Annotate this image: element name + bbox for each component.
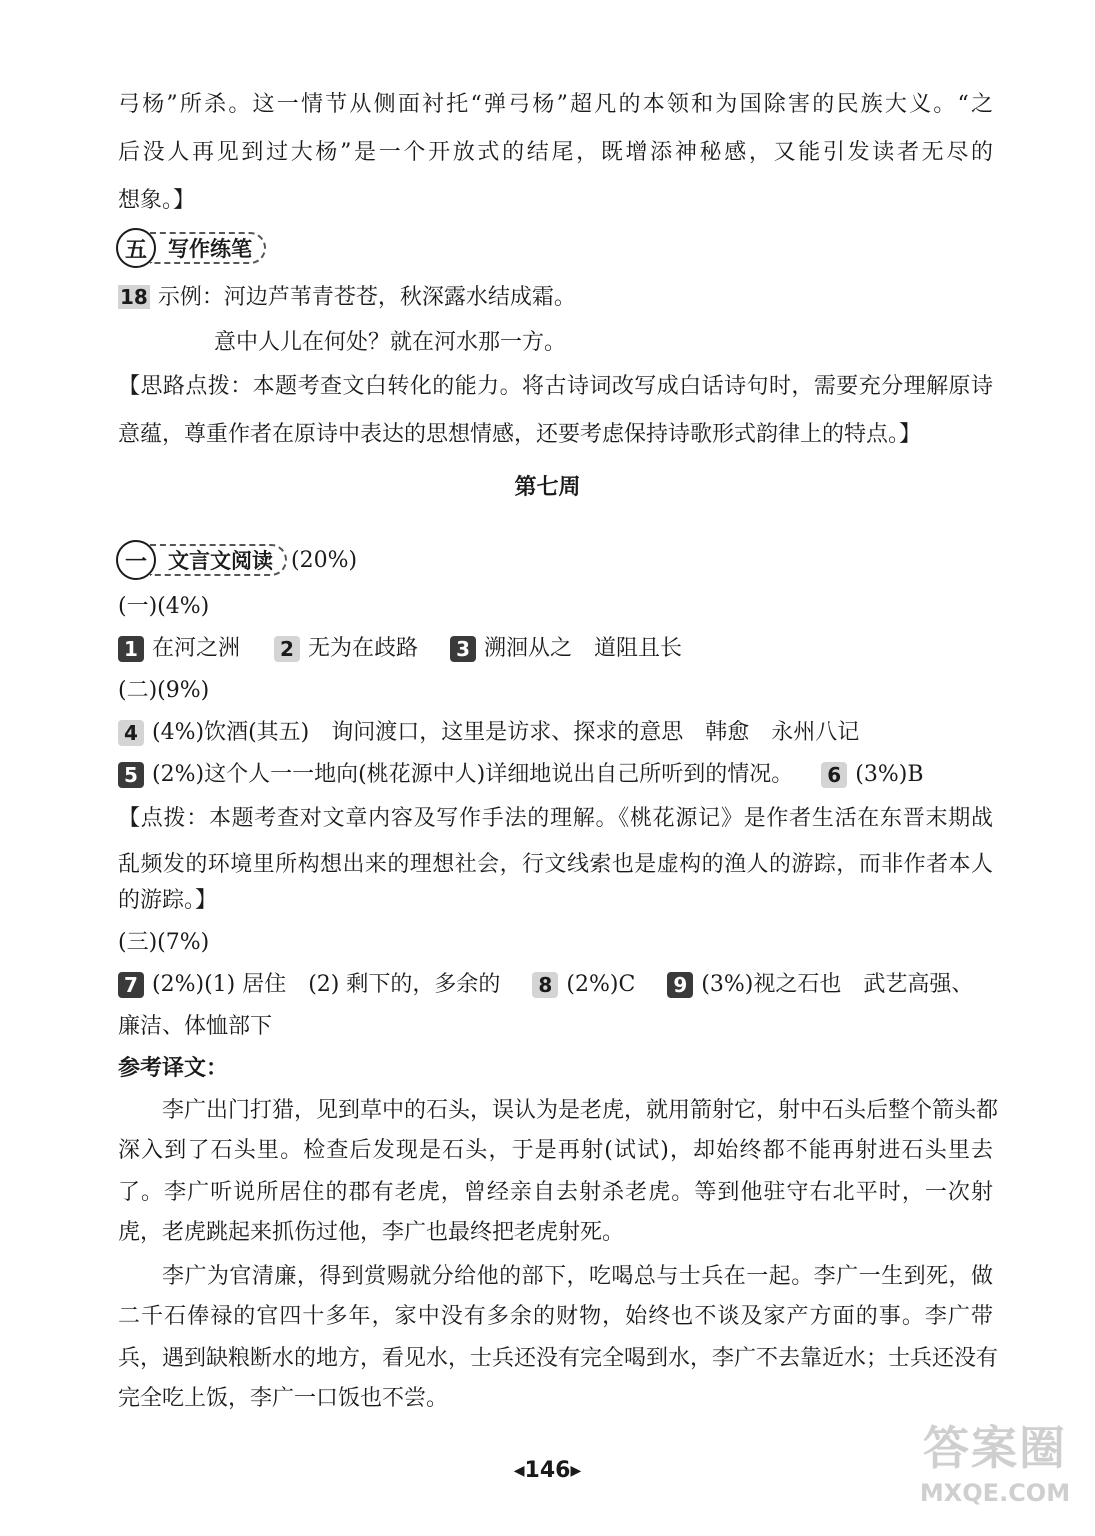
right-triangle-icon: ▶ bbox=[570, 1463, 582, 1479]
section-number-circle: 一 bbox=[116, 540, 156, 580]
paragraph-line: 想象。】 bbox=[118, 188, 196, 213]
section-number-circle: 五 bbox=[116, 228, 156, 268]
question-18 bbox=[118, 282, 576, 313]
watermark-text: 答案圈 bbox=[923, 1421, 1067, 1475]
answer-continuation: 廉洁、体恤部下 bbox=[118, 1014, 273, 1039]
paragraph-line: 后没人再见到过大杨”是一个开放式的结尾，既增添神秘感，又能引发读者无尽的 bbox=[118, 140, 993, 165]
section-header-writing bbox=[116, 228, 266, 268]
answer-text: (2%)(1) 居住 (2) 剩下的，多余的 bbox=[152, 972, 501, 997]
answer-text: (2%)C bbox=[566, 972, 636, 997]
answer-number: 9 bbox=[667, 972, 693, 998]
answer-text: 在河之洲 bbox=[152, 636, 241, 661]
answer-number: 4 bbox=[118, 720, 144, 746]
page-number: ◀146▶ bbox=[513, 1458, 582, 1483]
translation-line: 李广为官清廉，得到赏赐就分给他的部下，吃喝总与士兵在一起。李广一生到死，做 bbox=[162, 1264, 993, 1289]
left-triangle-icon: ◀ bbox=[513, 1463, 525, 1479]
tip-line: 乱频发的环境里所构想出来的理想社会，行文线索也是虚构的渔人的游踪，而非作者本人 bbox=[118, 852, 993, 877]
answers-row bbox=[118, 760, 923, 790]
translation-line: 了。李广听说所居住的郡有老虎，曾经亲自去射杀老虎。等到他驻守右北平时，一次射 bbox=[118, 1180, 993, 1205]
section-score: (20%) bbox=[291, 547, 358, 573]
answer-text: 溯洄从之 道阻且长 bbox=[484, 636, 683, 661]
translation-line: 完全吃上饭，李广一口饭也不尝。 bbox=[118, 1386, 449, 1411]
answer-text: (3%)B bbox=[855, 762, 924, 787]
answer-text: (2%)这个人一一地向(桃花源中人)详细地说出自己所听到的情况。 bbox=[152, 762, 794, 787]
part-label: (二)(9%) bbox=[118, 678, 210, 703]
answers-row bbox=[118, 718, 859, 748]
tip-line: 【点拨：本题考查对文章内容及写作手法的理解。《桃花源记》是作者生活在东晋末期战 bbox=[118, 806, 993, 831]
week-title: 第七周 bbox=[514, 474, 581, 500]
watermark-url: MXQE.COM bbox=[919, 1479, 1071, 1507]
part-label: (一)(4%) bbox=[118, 594, 210, 619]
question-18-line2: 意中人儿在何处？就在河水那一方。 bbox=[214, 330, 567, 355]
tip-line: 意蕴，尊重作者在原诗中表达的思想情感，还要考虑保持诗歌形式韵律上的特点。】 bbox=[118, 422, 922, 447]
answer-text: 无为在歧路 bbox=[308, 636, 419, 661]
answer-number: 6 bbox=[821, 762, 847, 788]
watermark-logo bbox=[905, 1418, 1085, 1528]
tip-line: 【思路点拨：本题考查文白转化的能力。将古诗词改写成白话诗句时，需要充分理解原诗 bbox=[118, 374, 993, 399]
paragraph-line: 弓杨”所杀。这一情节从侧面衬托“弹弓杨”超凡的本领和为国除害的民族大义。“之 bbox=[118, 92, 993, 117]
section-title: 写作练笔 bbox=[150, 232, 266, 264]
translation-line: 兵，遇到缺粮断水的地方，看见水，士兵还没有完全喝到水，李广不去靠近水；士兵还没有 bbox=[118, 1346, 999, 1371]
answer-number: 8 bbox=[532, 972, 558, 998]
translation-heading: 参考译文： bbox=[118, 1056, 229, 1081]
translation-line: 深入到了石头里。检查后发现是石头，于是再射(试试)，却始终都不能再射进石头里去 bbox=[118, 1138, 993, 1163]
translation-line: 虎，老虎跳起来抓伤过他，李广也最终把老虎射死。 bbox=[118, 1220, 625, 1245]
translation-line: 二千石俸禄的官四十多年，家中没有多余的财物，始终也不谈及家产方面的事。李广带 bbox=[118, 1304, 993, 1329]
question-number: 18 bbox=[120, 285, 148, 309]
question-text: 示例：河边芦苇青苍苍，秋深露水结成霜。 bbox=[157, 285, 576, 310]
answers-row bbox=[118, 634, 682, 664]
answer-number: 2 bbox=[274, 636, 300, 662]
section-header-classical-reading bbox=[116, 540, 357, 580]
answer-number: 5 bbox=[118, 762, 144, 788]
section-title: 文言文阅读 bbox=[150, 544, 287, 576]
translation-line: 李广出门打猎，见到草中的石头，误认为是老虎，就用箭射它，射中石头后整个箭头都 bbox=[162, 1098, 999, 1123]
answer-number: 7 bbox=[118, 972, 144, 998]
answer-text: (4%)饮酒(其五) 询问渡口，这里是访求、探求的意思 韩愈 永州八记 bbox=[152, 720, 860, 745]
tip-line: 的游踪。】 bbox=[118, 888, 218, 913]
answer-number: 3 bbox=[450, 636, 476, 662]
answer-number: 1 bbox=[118, 636, 144, 662]
answers-row bbox=[118, 970, 973, 1000]
part-label: (三)(7%) bbox=[118, 930, 210, 955]
answer-text: (3%)视之石也 武艺高强、 bbox=[701, 972, 974, 997]
